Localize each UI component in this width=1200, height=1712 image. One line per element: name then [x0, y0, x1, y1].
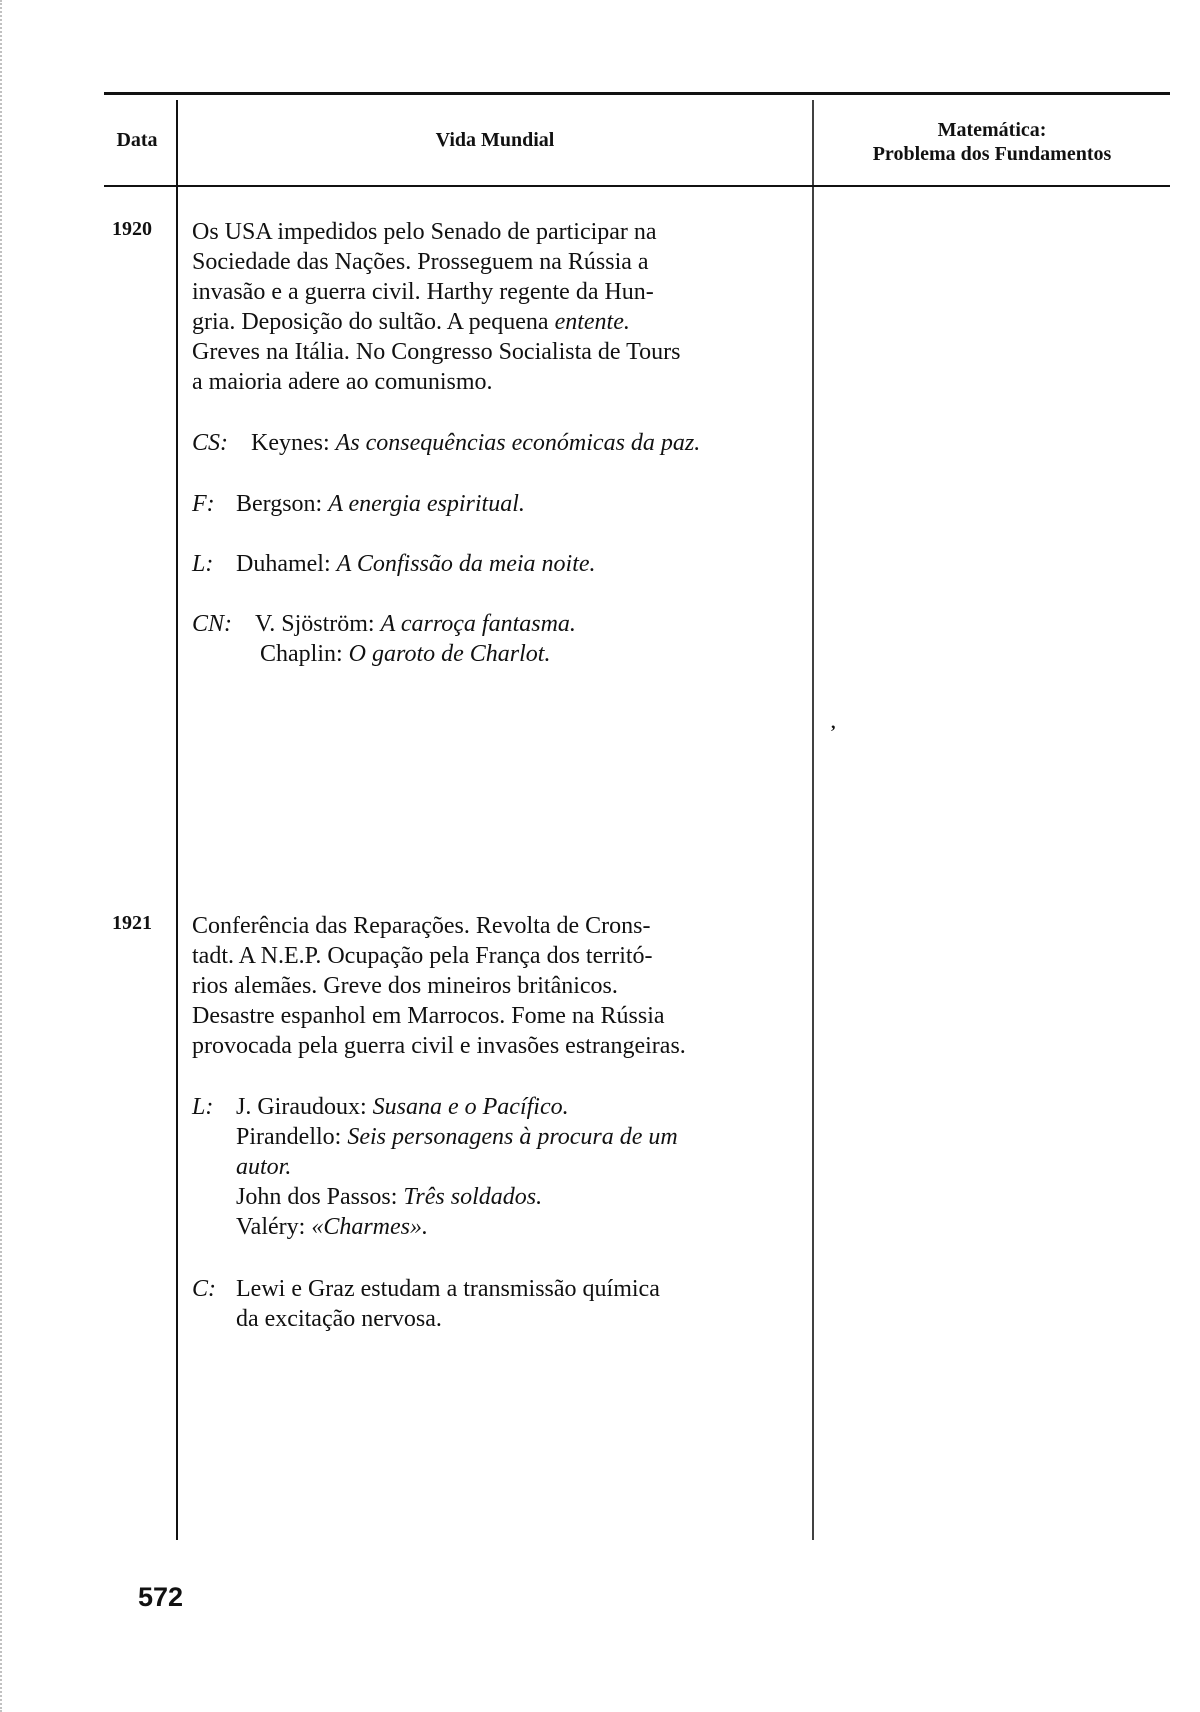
author: Valéry:	[236, 1214, 306, 1240]
category-label: CS:	[192, 430, 228, 456]
author: Duhamel:	[236, 551, 331, 577]
summary-1921	[192, 911, 798, 1061]
summary-1921-line: rios alemães. Greve dos mineiros britânicos.	[192, 973, 618, 999]
category-label: L:	[192, 1094, 214, 1120]
year-1921: 1921	[112, 912, 152, 934]
summary-1920-line: Greves na Itália. No Congresso Socialista de Tours	[192, 339, 681, 365]
summary-1921-line: provocada pela guerra civil e invasões estrangeiras.	[192, 1033, 686, 1059]
work-title: As consequências económicas da paz.	[335, 430, 701, 456]
column-divider-right	[812, 100, 814, 1540]
category-label: C:	[192, 1276, 216, 1302]
summary-1920-line: invasão e a guerra civil. Harthy regente da Hun-	[192, 279, 654, 305]
summary-1920-line: a maioria adere ao comunismo.	[192, 369, 493, 395]
header-mathematics	[814, 118, 1170, 166]
year-1920: 1920	[112, 218, 152, 240]
entry-1920-cs	[192, 428, 802, 458]
category-label: F:	[192, 491, 215, 517]
entry-1920-cn	[192, 609, 802, 669]
header-math-line1: Matemática:	[937, 119, 1047, 141]
header-bottom-rule	[104, 185, 1170, 187]
author: V. Sjöström:	[255, 611, 375, 637]
page-edge-mark	[0, 0, 5, 1712]
work-title: Susana e o Pacífico.	[372, 1094, 569, 1120]
header-date: Data	[116, 129, 158, 151]
work-title: A Confissão da meia noite.	[336, 551, 596, 577]
summary-1920-line: Sociedade das Nações. Prosseguem na Rússia a	[192, 249, 649, 275]
entry-1921-c	[192, 1274, 802, 1334]
ink-speck: ,	[831, 712, 836, 732]
page-number: 572	[138, 1582, 184, 1612]
summary-1920-line: Os USA impedidos pelo Senado de participar na	[192, 219, 657, 245]
author: Keynes:	[251, 430, 330, 456]
work-title: «Charmes».	[311, 1214, 428, 1240]
work-title: Seis personagens à procura de um	[347, 1124, 678, 1150]
entry-1920-f	[192, 489, 802, 519]
work-title: autor.	[236, 1154, 292, 1180]
work-title: A carroça fantasma.	[380, 611, 576, 637]
summary-1921-line: Conferência das Reparações. Revolta de Crons-	[192, 913, 651, 939]
author: Pirandello:	[236, 1124, 342, 1150]
work-title: O garoto de Charlot.	[348, 641, 551, 667]
science-note: Lewi e Graz estudam a transmissão química	[236, 1276, 660, 1302]
author: Chaplin:	[260, 641, 343, 667]
header-math-line2: Problema dos Fundamentos	[872, 143, 1112, 165]
work-title: A energia espiritual.	[328, 491, 525, 517]
entry-1921-l	[192, 1092, 802, 1242]
summary-1921-line: tadt. A N.E.P. Ocupação pela França dos territó-	[192, 943, 653, 969]
summary-1920-italic: entente.	[554, 309, 630, 335]
author: J. Giraudoux:	[236, 1094, 367, 1120]
summary-1920-text: gria. Deposição do sultão. A pequena	[192, 309, 549, 335]
header-world-life: Vida Mundial	[435, 129, 555, 151]
summary-1921-line: Desastre espanhol em Marrocos. Fome na Rússia	[192, 1003, 665, 1029]
summary-1920	[192, 217, 798, 397]
column-divider-left	[176, 100, 178, 1540]
category-label: CN:	[192, 611, 233, 637]
author: John dos Passos:	[236, 1184, 398, 1210]
science-note: da excitação nervosa.	[236, 1306, 442, 1332]
header-top-rule	[104, 92, 1170, 95]
summary-1920-line	[192, 307, 798, 337]
entry-1920-l	[192, 549, 802, 579]
work-title: Três soldados.	[403, 1184, 543, 1210]
category-label: L:	[192, 551, 214, 577]
author: Bergson:	[236, 491, 323, 517]
